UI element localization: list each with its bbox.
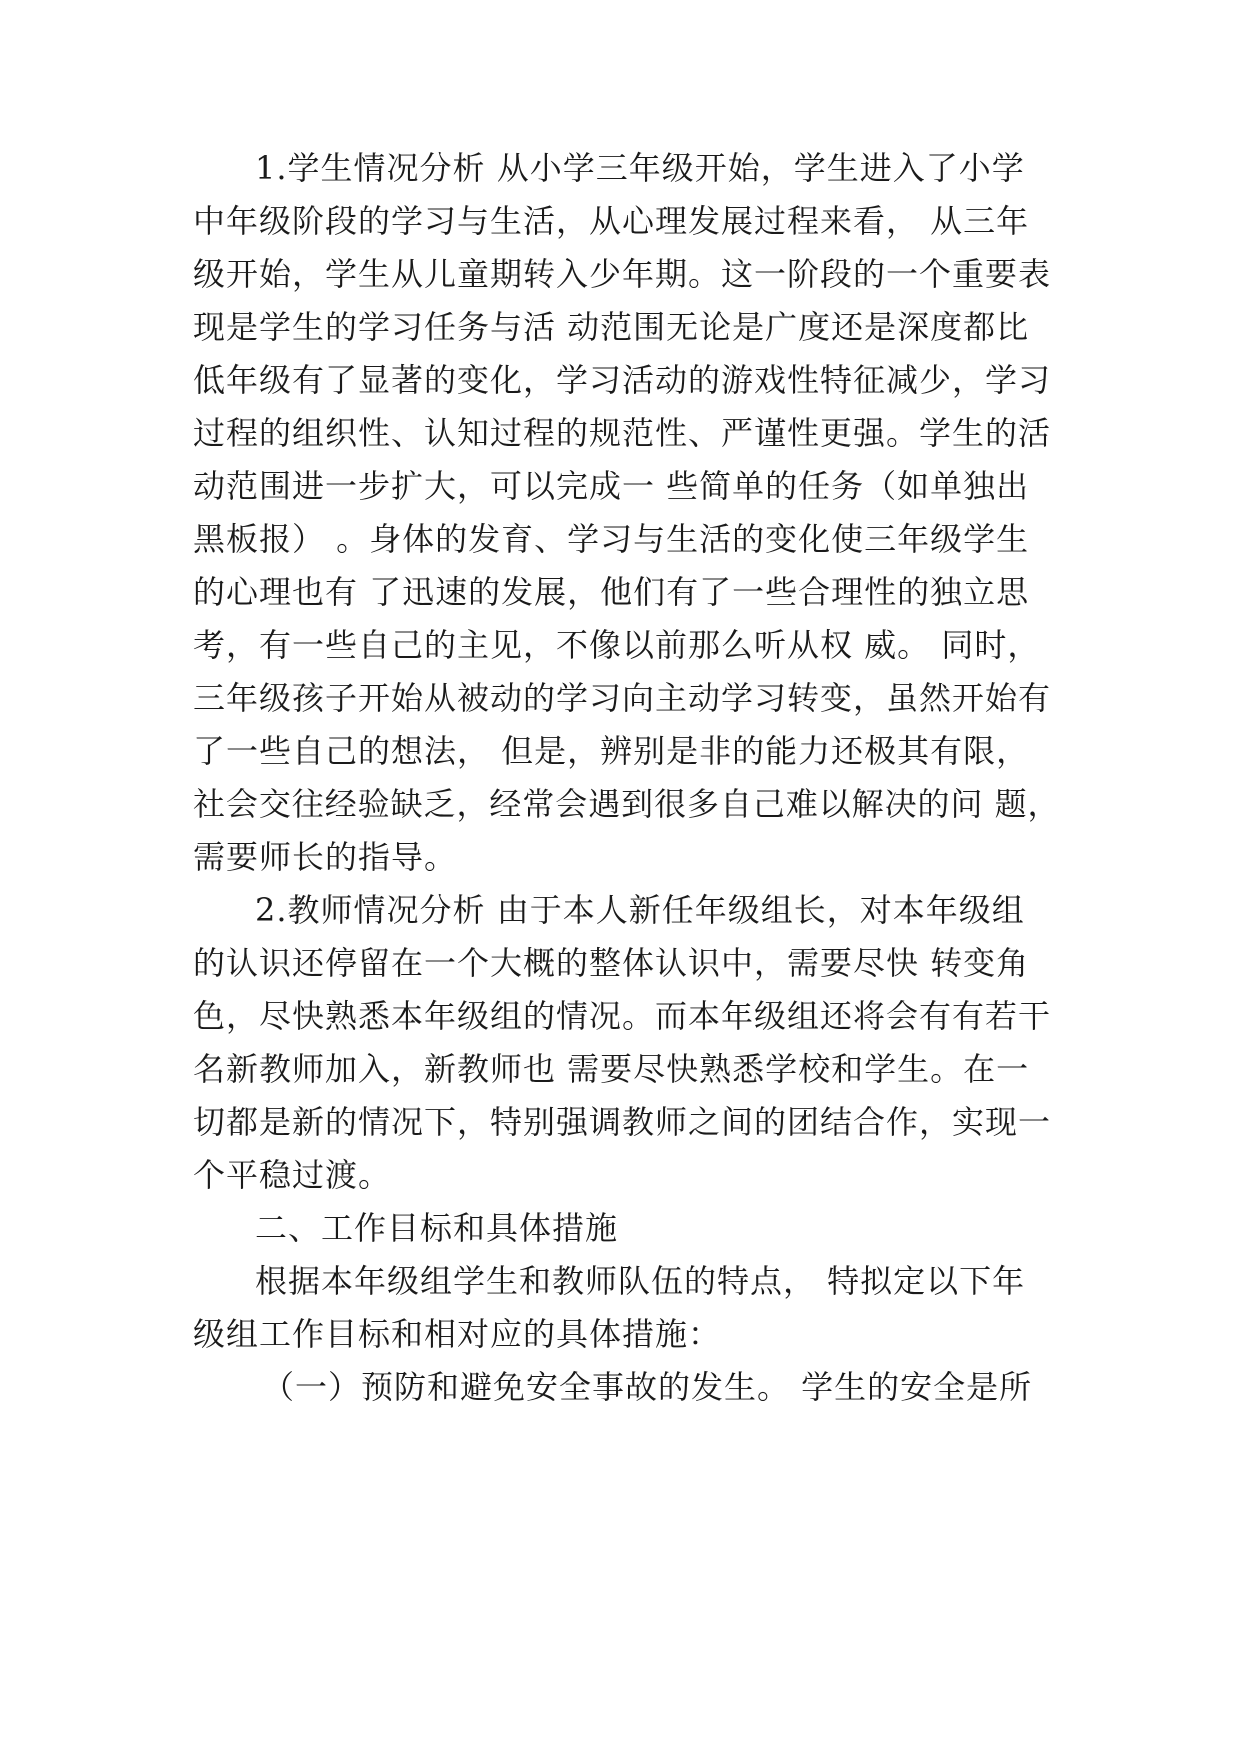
text-line: 三年级孩子开始从被动的学习向主动学习转变，虽然开始有	[193, 679, 1052, 717]
text-line: 名新教师加入，新教师也 需要尽快熟悉学校和学生。在一	[193, 1050, 1030, 1088]
text-line: 的认识还停留在一个大概的整体认识中，需要尽快 转变角	[193, 944, 1030, 982]
text-line: 需要师长的指导。	[193, 838, 458, 876]
text-line: 黑板报） 。身体的发育、学习与生活的变化使三年级学生	[193, 520, 1030, 558]
text-line: 个平稳过渡。	[193, 1156, 392, 1194]
text-line: 动范围进一步扩大，可以完成一 些简单的任务（如单独出	[193, 467, 1030, 505]
text-line: （一）预防和避免安全事故的发生。 学生的安全是所	[262, 1368, 1033, 1406]
text-line: 2.教师情况分析 由于本人新任年级组长，对本年级组	[255, 891, 1025, 929]
text-line: 级组工作目标和相对应的具体措施：	[193, 1315, 722, 1353]
text-line: 过程的组织性、认知过程的规范性、严谨性更强。学生的活	[193, 414, 1052, 452]
text-line: 根据本年级组学生和教师队伍的特点， 特拟定以下年	[255, 1262, 1026, 1300]
text-line: 切都是新的情况下，特别强调教师之间的团结合作，实现一	[193, 1103, 1052, 1141]
text-line: 1.学生情况分析 从小学三年级开始，学生进入了小学	[255, 149, 1025, 187]
text-line: 的心理也有 了迅速的发展，他们有了一些合理性的独立思	[193, 573, 1030, 611]
section-heading: 二、工作目标和具体措施	[255, 1209, 619, 1247]
text-line: 考，有一些自己的主见，不像以前那么听从权 威。 同时，	[193, 626, 1041, 664]
text-line: 社会交往经验缺乏，经常会遇到很多自己难以解决的问 题，	[193, 785, 1061, 823]
text-line: 低年级有了显著的变化，学习活动的游戏性特征减少，学习	[193, 361, 1052, 399]
text-line: 中年级阶段的学习与生活，从心理发展过程来看， 从三年	[193, 202, 1030, 240]
text-line: 级开始，学生从儿童期转入少年期。这一阶段的一个重要表	[193, 255, 1052, 293]
text-line: 色，尽快熟悉本年级组的情况。而本年级组还将会有有若干	[193, 997, 1052, 1035]
text-line: 了一些自己的想法， 但是，辨别是非的能力还极其有限，	[193, 732, 1030, 770]
text-line: 现是学生的学习任务与活 动范围无论是广度还是深度都比	[193, 308, 1030, 346]
